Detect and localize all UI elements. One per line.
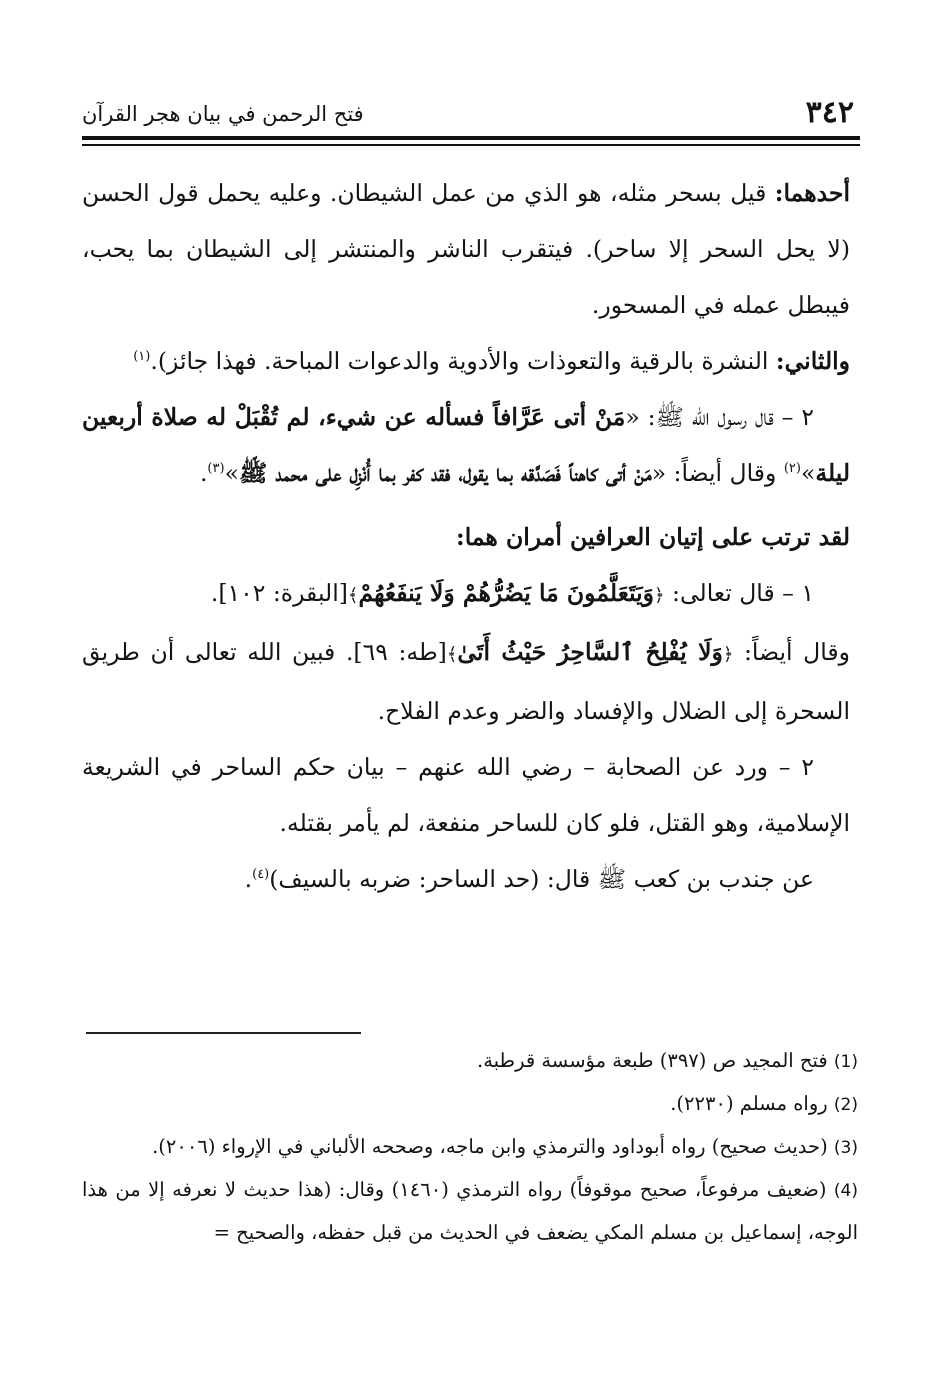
paragraph-text: .: [244, 865, 253, 893]
footnote-ref: (٤): [252, 867, 270, 883]
quote-mark: »: [800, 459, 816, 487]
footnote-text: رواه مسلم (٢٢٣٠).: [670, 1092, 834, 1115]
footnote-item: [82, 1083, 858, 1126]
quran-verse: وَلَا يُفْلِحُ ٱلسَّاحِرُ حَيْثُ أَتَىٰ: [457, 638, 723, 666]
verse-bracket-open: ﴿: [722, 644, 734, 665]
footnote-ref: (٣): [207, 461, 225, 477]
hadith-quote: مَنْ أتى كاهناً فَصَدَّقه بما يقول، فقد كفر بما أُنْزِل على محمد ﷺ: [238, 459, 652, 487]
quote-mark: »: [224, 459, 239, 487]
paragraph-text: قيل بسحر مثله، هو الذي من عمل الشيطان. وعليه يحمل قول الحسن (لا يحل السحر إلا ساحر). فيتقرب الناشر والمنتشر إلى الشيطان بما يحب، فيبطل عمله في المسحور.: [82, 179, 850, 319]
paragraph-text: ١ – قال تعالى:: [664, 579, 814, 607]
footnote-separator: [86, 1032, 361, 1034]
paragraph-text: ٢ – قال رسول الله ﷺ: «: [625, 403, 814, 431]
paragraph-text: فبين الله تعالى أن طريق السحرة إلى الضلال والإفساد والضر وعدم الفلاح.: [82, 638, 850, 725]
footnote-ref: (٢): [783, 461, 801, 477]
header-rule-thin: [82, 144, 860, 146]
running-title: فتح الرحمن في بيان هجر القرآن: [82, 102, 364, 126]
hadith-quote: مَنْ أتى عَرَّافاً فسأله عن شيء، لم تُقْبَلْ له صلاة أربعين ليلة: [82, 403, 850, 487]
page-header: [82, 84, 854, 130]
footnote-item: [82, 1040, 858, 1083]
verse-bracket-open: ﴿: [654, 585, 665, 606]
paragraph-text: .: [199, 459, 208, 487]
footnote-item: [82, 1126, 858, 1169]
footnote-text: (ضعيف مرفوعاً، صحيح موقوفاً) رواه الترمذي (١٤٦٠) وقال: (هذا حديث لا نعرفه إلا من هذا الوجه، إسماعيل بن مسلم المكي يضعف في الحديث من قبل حفظه، والصحيح =: [82, 1178, 858, 1244]
paragraph-verse-2: [82, 624, 850, 739]
verse-reference: [طه: ٦٩].: [345, 638, 447, 666]
paragraph-label: والثاني:: [775, 347, 850, 375]
paragraph-text: وقال أيضاً: «: [651, 459, 784, 487]
footnote-number: (2): [833, 1095, 858, 1115]
paragraph-first: [82, 165, 850, 333]
footnote-text: فتح المجيد ص (٣٩٧) طبعة مؤسسة قرطبة.: [477, 1049, 834, 1072]
footnote-number: (4): [833, 1181, 858, 1201]
footnote-text: (حديث صحيح) رواه أبوداود والترمذي وابن ماجه، وصححه الألباني في الإرواء (٢٠٠٦).: [152, 1135, 834, 1158]
paragraph-label: أحدهما:: [774, 179, 850, 207]
paragraph-verse-1: [82, 565, 850, 624]
footnote-item: [82, 1169, 858, 1253]
paragraph-text: النشرة بالرقية والتعوذات والأدوية والدعوات المباحة. فهذا جائز).: [150, 347, 776, 375]
quran-verse: وَيَتَعَلَّمُونَ مَا يَضُرُّهُمْ وَلَا يَنفَعُهُمْ: [358, 579, 655, 607]
paragraph-second: [82, 333, 850, 389]
footnote-number: (1): [833, 1052, 858, 1072]
verse-bracket-close: ﴾: [446, 644, 458, 665]
header-rule-thick: [82, 136, 860, 140]
footnotes: [82, 1040, 858, 1253]
paragraph-text: عن جندب بن كعب ﷺ قال: (حد الساحر: ضربه بالسيف): [269, 865, 814, 893]
verse-reference: [البقرة: ١٠٢].: [210, 579, 348, 607]
main-text: [82, 165, 850, 907]
section-heading: لقد ترتب على إتيان العرافين أمران هما:: [456, 523, 850, 551]
footnote-number: (3): [833, 1138, 858, 1158]
verse-bracket-close: ﴾: [347, 585, 359, 606]
page-number: ٣٤٢: [805, 95, 854, 130]
paragraph-companions: ٢ – ورد عن الصحابة – رضي الله عنهم – بيان حكم الساحر في الشريعة الإسلامية، وهو القتل، فلو كان للساحر منفعة، لم يأمر بقتله.: [82, 753, 850, 837]
footnote-ref: (١): [133, 349, 151, 365]
paragraph-text: وقال أيضاً:: [733, 638, 850, 666]
paragraph-jundub: [82, 851, 850, 907]
paragraph-hadith: [82, 389, 850, 501]
